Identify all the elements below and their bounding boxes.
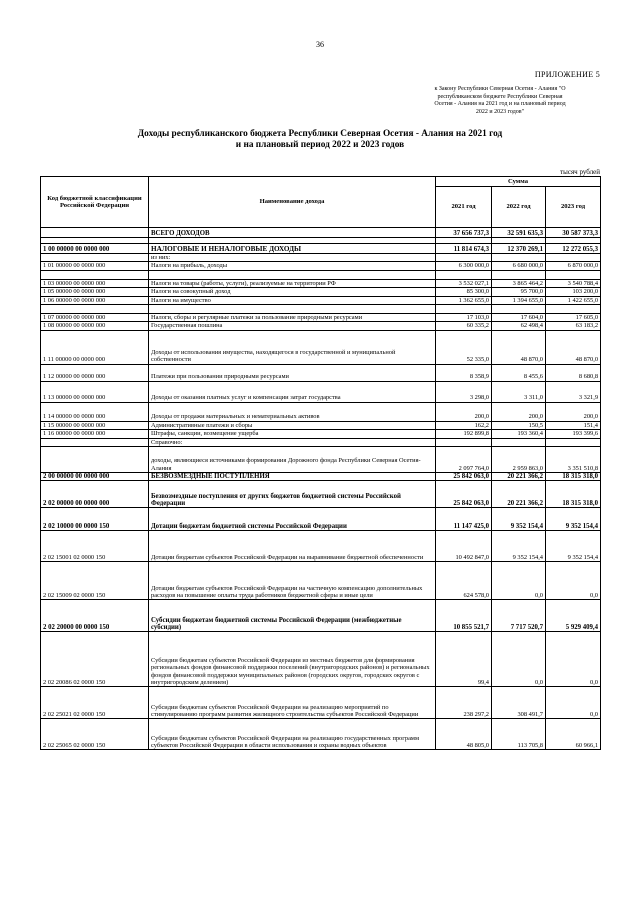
value-2022-cell: 48 870,0 [492,330,546,364]
name-cell: Дотации бюджетам субъектов Российской Федерации на частичную компенсацию дополнительных расходов на повышение оплаты труда работников бюджетной сферы и иные цели [149,562,436,600]
name-cell: Субсидии бюджетам бюджетной системы Российской Федерации (межбюджетные субсидии) [149,600,436,632]
value-2022-cell: 95 700,0 [492,288,546,296]
name-cell: Субсидии бюджетам субъектов Российской Федерации на реализацию мероприятий по стимулированию программ развития жилищного строительства субъектов Российской Федерации [149,687,436,719]
code-cell: 1 01 00000 00 0000 000 [41,262,149,270]
table-row [41,438,601,446]
value-2021-cell: 85 300,0 [436,288,492,296]
value-2022-cell: 308 491,7 [492,687,546,719]
name-cell: Налоги, сборы и регулярные платежи за пользование природными ресурсами [149,314,436,322]
code-cell: 1 14 00000 00 0000 000 [41,402,149,421]
value-2022-cell: 200,0 [492,402,546,421]
value-2023-cell: 151,4 [546,421,601,429]
header-name: Наименование дохода [149,177,436,228]
value-2021-cell: 17 103,0 [436,314,492,322]
value-2023-cell: 12 272 055,3 [546,244,601,254]
table-row [41,481,601,508]
value-2023-cell: 3 351 510,8 [546,447,601,473]
table-row [41,687,601,719]
code-cell [41,305,149,314]
value-2023-cell: 103 200,0 [546,288,601,296]
code-cell: 2 02 25021 02 0000 150 [41,687,149,719]
name-cell: из них: [149,254,436,262]
value-2021-cell: 48 805,0 [436,719,492,750]
value-2021-cell: 52 335,0 [436,330,492,364]
code-cell: 1 11 00000 00 0000 000 [41,330,149,364]
value-2022-cell [492,254,546,262]
value-2022-cell: 2 959 863,0 [492,447,546,473]
code-cell [41,270,149,279]
value-2021-cell: 624 578,0 [436,562,492,600]
value-2022-cell: 150,5 [492,421,546,429]
table-row [41,244,601,254]
value-2021-cell: 6 300 000,0 [436,262,492,270]
value-2023-cell [546,254,601,262]
value-2021-cell [436,270,492,279]
code-cell: 2 00 00000 00 0000 000 [41,473,149,481]
code-cell [41,438,149,446]
value-2022-cell: 1 394 655,0 [492,296,546,304]
value-2023-cell [546,305,601,314]
value-2021-cell: 2 097 764,0 [436,447,492,473]
code-cell: 1 00 00000 00 0000 000 [41,244,149,254]
code-cell: 1 05 00000 00 0000 000 [41,288,149,296]
code-cell: 2 02 15001 02 0000 150 [41,531,149,562]
name-cell: Доходы от оказания платных услуг и компенсации затрат государства [149,381,436,402]
table-row [41,719,601,750]
code-cell: 1 06 00000 00 0000 000 [41,296,149,304]
value-2021-cell: 37 656 737,3 [436,228,492,238]
value-2023-cell: 0,0 [546,632,601,687]
header-code: Код бюджетной классификации Российской Федерации [41,177,149,228]
table-body [41,228,601,750]
value-2022-cell: 20 221 366,2 [492,481,546,508]
table-row [41,228,601,238]
table-row [41,508,601,531]
value-2023-cell: 200,0 [546,402,601,421]
value-2022-cell: 0,0 [492,562,546,600]
value-2022-cell: 9 352 154,4 [492,508,546,531]
title-line: и на плановый период 2022 и 2023 годов [235,140,405,150]
value-2021-cell: 25 842 063,0 [436,473,492,481]
table-row [41,402,601,421]
page-number: 36 [316,40,324,49]
table-row [41,562,601,600]
value-2021-cell [436,305,492,314]
value-2023-cell: 0,0 [546,562,601,600]
name-cell: ВСЕГО ДОХОДОВ [149,228,436,238]
value-2023-cell: 3 321,9 [546,381,601,402]
table-row [41,364,601,381]
table-row [41,279,601,287]
value-2022-cell [492,438,546,446]
name-cell: Налоги на товары (работы, услуги), реализуемые на территории РФ [149,279,436,287]
value-2022-cell [492,270,546,279]
value-2023-cell [546,438,601,446]
value-2023-cell: 17 605,0 [546,314,601,322]
code-cell: 1 16 00000 00 0000 000 [41,430,149,438]
name-cell: Дотации бюджетам субъектов Российской Федерации на выравнивание бюджетной обеспеченности [149,531,436,562]
value-2022-cell: 113 705,8 [492,719,546,750]
value-2021-cell [436,254,492,262]
value-2022-cell: 3 865 464,2 [492,279,546,287]
value-2023-cell: 9 352 154,4 [546,531,601,562]
value-2023-cell: 1 422 655,0 [546,296,601,304]
table-row [41,262,601,270]
name-cell: Субсидии бюджетам субъектов Российской Федерации из местных бюджетов для формирования региональных фондов финансовой поддержки поселений (внутригородских районов) и региональных фондов финансовой поддержки муниципальных районов (городских округов, городских округов с внутригородским делением) [149,632,436,687]
value-2023-cell: 9 352 154,4 [546,508,601,531]
code-cell: 2 02 20086 02 0000 150 [41,632,149,687]
value-2021-cell: 60 335,2 [436,322,492,330]
code-cell: 2 02 10000 00 0000 150 [41,508,149,531]
value-2021-cell: 10 855 521,7 [436,600,492,632]
value-2021-cell: 200,0 [436,402,492,421]
value-2023-cell: 30 587 373,3 [546,228,601,238]
value-2021-cell: 3 298,0 [436,381,492,402]
revenue-table [40,176,601,750]
header-sum: Сумма [436,177,601,187]
document-title [0,129,640,151]
title-line: Доходы республиканского бюджета Республики Северная Осетия - Алания на 2021 год [137,129,503,139]
table-row [41,600,601,632]
name-cell: Налоги на имущество [149,296,436,304]
value-2021-cell: 192 899,8 [436,430,492,438]
code-cell [41,447,149,473]
value-2021-cell: 11 814 674,3 [436,244,492,254]
name-cell [149,270,436,279]
table-row [41,473,601,481]
value-2021-cell: 238 297,2 [436,687,492,719]
name-cell: Доходы от продажи материальных и нематериальных активов [149,402,436,421]
table-row [41,632,601,687]
value-2021-cell: 11 147 425,0 [436,508,492,531]
name-cell: БЕЗВОЗМЕЗДНЫЕ ПОСТУПЛЕНИЯ [149,473,436,481]
name-cell: Штрафы, санкции, возмещение ущерба [149,430,436,438]
table-row [41,531,601,562]
value-2023-cell: 3 540 788,4 [546,279,601,287]
value-2023-cell: 6 870 000,0 [546,262,601,270]
value-2022-cell: 0,0 [492,632,546,687]
appendix-label: ПРИЛОЖЕНИЕ 5 [534,70,600,79]
name-cell: Государственная пошлина [149,322,436,330]
code-cell: 2 02 15009 02 0000 150 [41,562,149,600]
name-cell: Налоги на совокупный доход [149,288,436,296]
code-cell: 1 13 00000 00 0000 000 [41,381,149,402]
name-cell: НАЛОГОВЫЕ И НЕНАЛОГОВЫЕ ДОХОДЫ [149,244,436,254]
code-cell: 2 02 25065 02 0000 150 [41,719,149,750]
code-cell: 1 07 00000 00 0000 000 [41,314,149,322]
name-cell: Доходы от использования имущества, находящегося в государственной и муниципальной собственности [149,330,436,364]
value-2023-cell: 63 183,2 [546,322,601,330]
value-2022-cell: 193 360,4 [492,430,546,438]
value-2021-cell: 162,2 [436,421,492,429]
law-reference-line: 2022 и 2023 годов" [475,108,525,115]
value-2021-cell [436,438,492,446]
name-cell: Налоги на прибыль, доходы [149,262,436,270]
value-2021-cell: 99,4 [436,632,492,687]
name-cell: Субсидии бюджетам субъектов Российской Федерации на реализацию государственных программ субъектов Российской Федерации в области использования и охраны водных объектов [149,719,436,750]
law-reference-line: республиканском бюджете Республики Северная [437,93,563,100]
code-cell: 2 02 20000 00 0000 150 [41,600,149,632]
table-row [41,322,601,330]
code-cell: 2 02 00000 00 0000 000 [41,481,149,508]
value-2023-cell: 18 315 318,0 [546,473,601,481]
value-2022-cell: 32 591 635,3 [492,228,546,238]
value-2023-cell: 5 929 409,4 [546,600,601,632]
table-row [41,288,601,296]
value-2023-cell: 48 870,0 [546,330,601,364]
value-2023-cell: 0,0 [546,687,601,719]
code-cell: 1 15 00000 00 0000 000 [41,421,149,429]
name-cell: Платежи при пользовании природными ресурсами [149,364,436,381]
code-cell: 1 08 00000 00 0000 000 [41,322,149,330]
name-cell [149,305,436,314]
table-row [41,447,601,473]
value-2022-cell: 20 221 366,2 [492,473,546,481]
law-reference [400,86,600,116]
code-cell: 1 03 00000 00 0000 000 [41,279,149,287]
value-2021-cell: 1 362 655,0 [436,296,492,304]
table-row [41,270,601,279]
table-row [41,421,601,429]
value-2022-cell [492,305,546,314]
value-2023-cell: 193 399,6 [546,430,601,438]
header-year-2023: 2023 год [546,187,601,228]
table-row [41,430,601,438]
code-cell [41,228,149,238]
value-2023-cell: 60 966,1 [546,719,601,750]
header-year-2021: 2021 год [436,187,492,228]
table-row [41,381,601,402]
table-row [41,305,601,314]
header-year-2022: 2022 год [492,187,546,228]
name-cell: доходы, являющиеся источниками формирования Дорожного фонда Республики Северная Осетия-Алания [149,447,436,473]
value-2023-cell: 8 680,8 [546,364,601,381]
value-2022-cell: 62 498,4 [492,322,546,330]
name-cell: Дотации бюджетам бюджетной системы Российской Федерации [149,508,436,531]
value-2023-cell: 18 315 318,0 [546,481,601,508]
units-label: тысяч рублей [560,168,600,176]
law-reference-line: Осетия - Алания на 2021 год и на плановый период [434,101,566,107]
law-reference-line: к Закону Республики Северная Осетия - Алания "О [434,86,566,92]
value-2021-cell: 25 842 063,0 [436,481,492,508]
value-2022-cell: 12 370 269,1 [492,244,546,254]
value-2022-cell: 17 604,0 [492,314,546,322]
value-2022-cell: 3 311,0 [492,381,546,402]
name-cell: Справочно: [149,438,436,446]
value-2021-cell: 8 358,9 [436,364,492,381]
value-2022-cell: 9 352 154,4 [492,531,546,562]
table-row [41,296,601,304]
name-cell: Безвозмездные поступления от других бюджетов бюджетной системы Российской Федерации [149,481,436,508]
table-row [41,254,601,262]
value-2022-cell: 6 680 000,0 [492,262,546,270]
table-row [41,330,601,364]
value-2021-cell: 3 532 027,1 [436,279,492,287]
value-2022-cell: 7 717 520,7 [492,600,546,632]
value-2022-cell: 8 455,6 [492,364,546,381]
code-cell [41,254,149,262]
code-cell: 1 12 00000 00 0000 000 [41,364,149,381]
name-cell: Административные платежи и сборы [149,421,436,429]
table-row [41,314,601,322]
value-2023-cell [546,270,601,279]
value-2021-cell: 10 492 847,0 [436,531,492,562]
